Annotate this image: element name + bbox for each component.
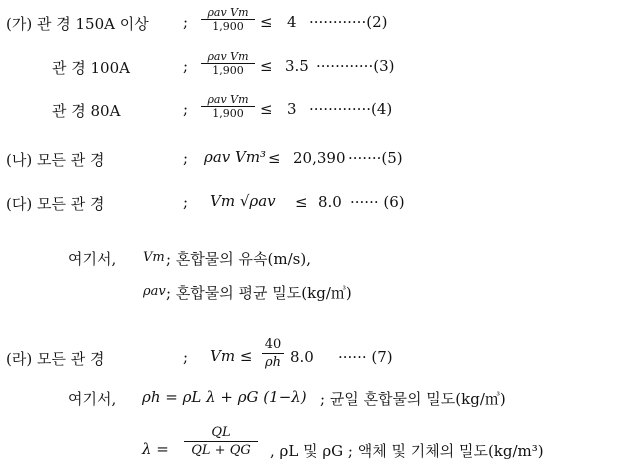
fraction-2-denominator: 1,900 xyxy=(212,20,244,33)
line-5-value: 20,390 xyxy=(293,149,346,167)
equation-number-2: ············(2) xyxy=(309,13,388,31)
line-6-value: 8.0 xyxy=(318,193,342,211)
equation-number-4: ·············(4) xyxy=(309,100,393,118)
lambda-definition-text: , ρL 및 ρG ; 액체 및 기체의 밀도(kg/m³) xyxy=(270,442,544,460)
line-4-operator: ≤ xyxy=(260,100,273,118)
line-7-label: (라) 모든 관 경 xyxy=(6,350,105,368)
line-6-separator: ; xyxy=(183,193,189,211)
line-7-separator: ; xyxy=(183,348,189,366)
rho-h-definition-text: ; 균일 혼합물의 밀도(kg/㎥) xyxy=(320,390,506,408)
fraction-4-denominator: 1,900 xyxy=(212,107,244,120)
definition-symbol-vm: Vm xyxy=(143,250,165,265)
line-4-separator: ; xyxy=(183,100,189,118)
fraction-3-denominator: 1,900 xyxy=(212,64,244,77)
fraction-4 xyxy=(201,93,255,121)
line-7-lhs: Vm ≤ xyxy=(210,347,253,365)
fraction-4-numerator: ρav Vm xyxy=(207,93,249,106)
definition-symbol-rho-av: ρav xyxy=(143,284,166,299)
fraction-7 xyxy=(262,337,284,371)
line-5-operator: ≤ xyxy=(268,149,281,167)
fraction-2-numerator: ρav Vm xyxy=(207,6,249,19)
fraction-3 xyxy=(201,50,255,78)
line-2-separator: ; xyxy=(183,13,189,31)
line-2-value: 4 xyxy=(287,13,297,31)
fraction-3-numerator: ρav Vm xyxy=(207,50,249,63)
line-4-value: 3 xyxy=(287,100,297,118)
line-7-value: 8.0 xyxy=(290,348,314,366)
line-3-label: 관 경 100A xyxy=(52,59,130,77)
line-4-label: 관 경 80A xyxy=(52,102,121,120)
line-3-operator: ≤ xyxy=(260,57,273,75)
line-2-label: (가) 관 경 150A 이상 xyxy=(6,15,149,33)
equation-number-6: ······ (6) xyxy=(350,193,405,211)
definitions-intro-2: 여기서, xyxy=(68,390,117,408)
line-6-operator: ≤ xyxy=(295,193,308,211)
fraction-7-denominator: ρh xyxy=(264,355,281,370)
definitions-intro: 여기서, xyxy=(68,250,117,268)
line-5-expression: ρav Vm³ xyxy=(204,148,267,166)
line-5-separator: ; xyxy=(183,149,189,167)
definition-text-vm: ; 혼합물의 유속(m/s), xyxy=(166,250,311,268)
lambda-lhs: λ = xyxy=(142,440,169,458)
line-2-operator: ≤ xyxy=(260,13,273,31)
definition-text-rho-av: ; 혼합물의 평균 밀도(kg/㎥) xyxy=(166,284,352,302)
rho-h-expression: ρh = ρL λ + ρG (1−λ) xyxy=(142,388,307,406)
line-6-label: (다) 모든 관 경 xyxy=(6,195,105,213)
line-5-label: (나) 모든 관 경 xyxy=(6,151,105,169)
equation-number-5: ·······(5) xyxy=(348,149,403,167)
line-6-expression: Vm √ρav xyxy=(210,192,276,210)
equation-number-7: ······ (7) xyxy=(338,348,393,366)
equation-number-3: ············(3) xyxy=(316,57,395,75)
lambda-fraction-numerator: QL xyxy=(211,425,231,440)
lambda-fraction xyxy=(184,424,258,460)
fraction-2 xyxy=(201,6,255,34)
line-3-value: 3.5 xyxy=(285,57,309,75)
lambda-fraction-denominator: QL + QG xyxy=(191,443,251,458)
fraction-7-numerator: 40 xyxy=(264,337,282,352)
line-3-separator: ; xyxy=(183,57,189,75)
